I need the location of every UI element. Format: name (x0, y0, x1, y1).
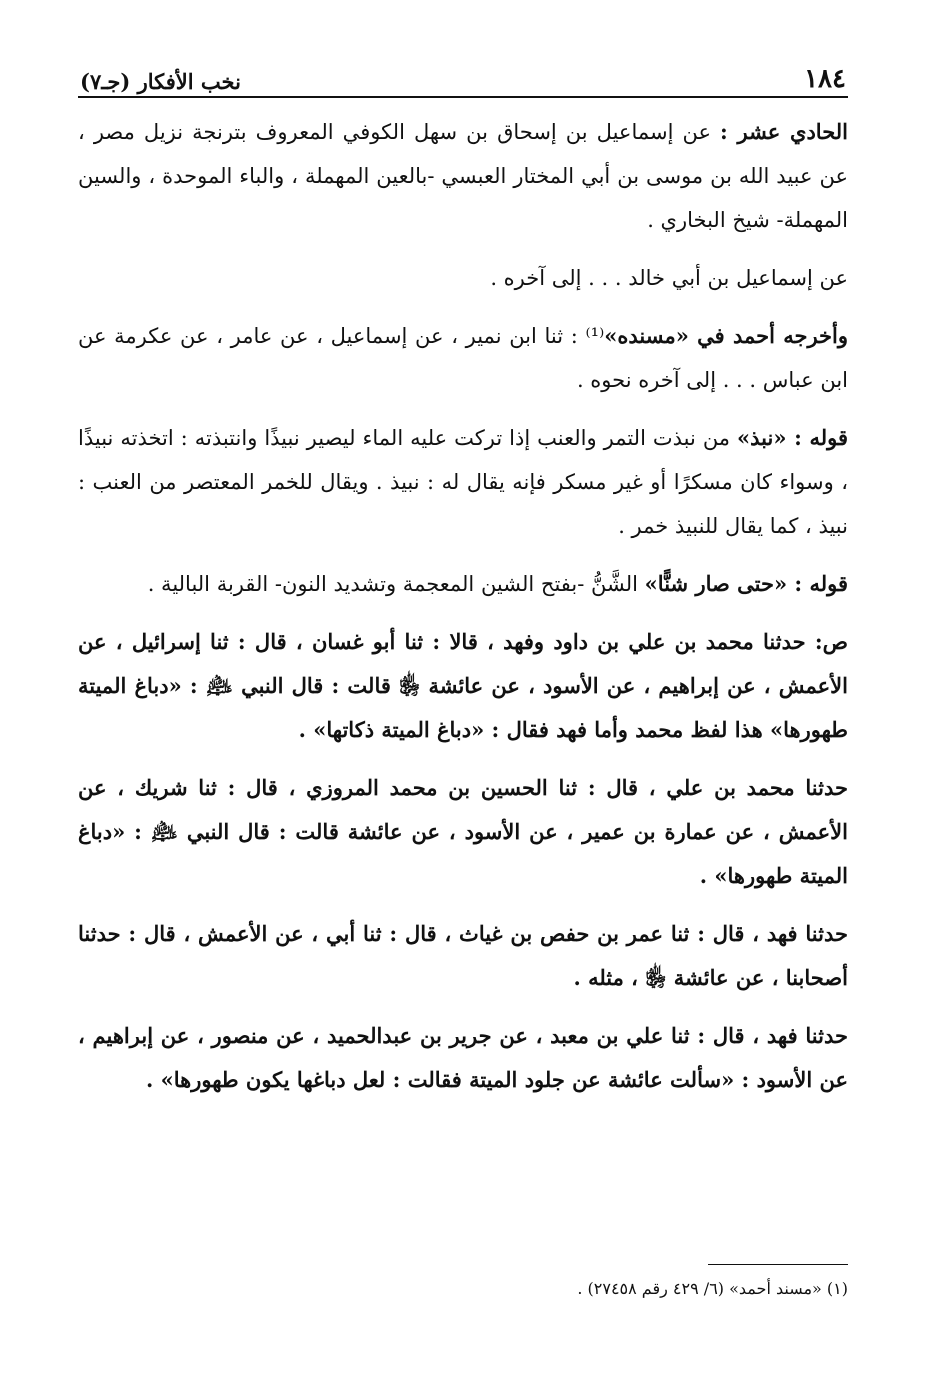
paragraph (78, 256, 848, 300)
paragraph (78, 314, 848, 402)
paragraph-lead: وأخرجه أحمد في «مسنده» (604, 323, 848, 348)
paragraph-lead: قوله : «نبذ» (737, 425, 848, 450)
hadith-paragraph (78, 1014, 848, 1102)
paragraph-text: حدثنا فهد ، قال : ثنا علي بن معبد ، عن جرير بن عبدالحميد ، عن منصور ، عن إبراهيم ، عن الأسود : «سألت عائشة عن جلود الميتة فقالت : لعل دباغها يكون طهورها» . (78, 1023, 848, 1092)
paragraph-text: ص: حدثنا محمد بن علي بن داود وفهد ، قالا : ثنا أبو غسان ، قال : ثنا إسرائيل ، عن الأعمش ، عن إبراهيم ، عن الأسود ، عن عائشة ﵂ قالت : قال النبي ﵇ : «دباغ الميتة طهورها» هذا لفظ محمد وأما فهد فقال : «دباغ الميتة ذكاتها» . (78, 629, 848, 742)
paragraph-text: عن إسماعيل بن إسحاق بن سهل الكوفي المعروف بترنجة نزيل مصر ، عن عبيد الله بن موسى بن أبي المختار العبسي -بالعين المهملة ، والباء الموحدة ، والسين المهملة- شيخ البخاري . (78, 120, 848, 232)
page-number: ١٨٤ (804, 64, 846, 94)
paragraph-text: ⁽¹⁾ : ثنا ابن نمير ، عن إسماعيل ، عن عامر ، عن عكرمة عن ابن عباس . . . إلى آخره نحوه . (78, 324, 848, 392)
paragraph-text: من نبذت التمر والعنب إذا تركت عليه الماء ليصير نبيذًا وانتبذته : اتخذته نبيذًا ، وسواء كان مسكرًا أو غير مسكر فإنه يقال له : نبيذ . ويقال للخمر المعتصر من العنب : نبيذ ، كما يقال للنبيذ خمر . (78, 426, 848, 538)
hadith-paragraph (78, 620, 848, 752)
page-header (78, 52, 848, 98)
paragraph (78, 562, 848, 606)
hadith-paragraph (78, 766, 848, 898)
paragraph-text: حدثنا محمد بن علي ، قال : ثنا الحسين بن محمد المروزي ، قال : ثنا شريك ، عن الأعمش ، عن عمارة بن عمير ، عن الأسود ، عن عائشة قالت : قال النبي ﵇ : «دباغ الميتة طهورها» . (78, 775, 848, 888)
paragraph-lead: قوله : «حتى صار شنًّا» (644, 571, 848, 596)
document-page (78, 52, 848, 1298)
paragraph-text: عن إسماعيل بن أبي خالد . . . إلى آخره . (490, 266, 848, 290)
paragraph-text: حدثنا فهد ، قال : ثنا عمر بن حفص بن غياث ، قال : ثنا أبي ، عن الأعمش ، قال : حدثنا أصحابنا ، عن عائشة ﵂ ، مثله . (78, 921, 848, 990)
paragraph (78, 110, 848, 242)
paragraph (78, 416, 848, 548)
footnote-divider (708, 1264, 848, 1265)
hadith-paragraph (78, 912, 848, 1000)
paragraph-lead: الحادي عشر : (720, 119, 848, 144)
paragraph-text: الشَّنُّ -بفتح الشين المعجمة وتشديد النون- القربة البالية . (147, 572, 645, 596)
page-body (78, 110, 848, 1102)
footnote: (١) «مسند أحمد» (٦/ ٤٢٩ رقم ٢٧٤٥٨) . (577, 1279, 848, 1298)
running-title: نخب الأفكار (جـ٧) (80, 69, 241, 94)
